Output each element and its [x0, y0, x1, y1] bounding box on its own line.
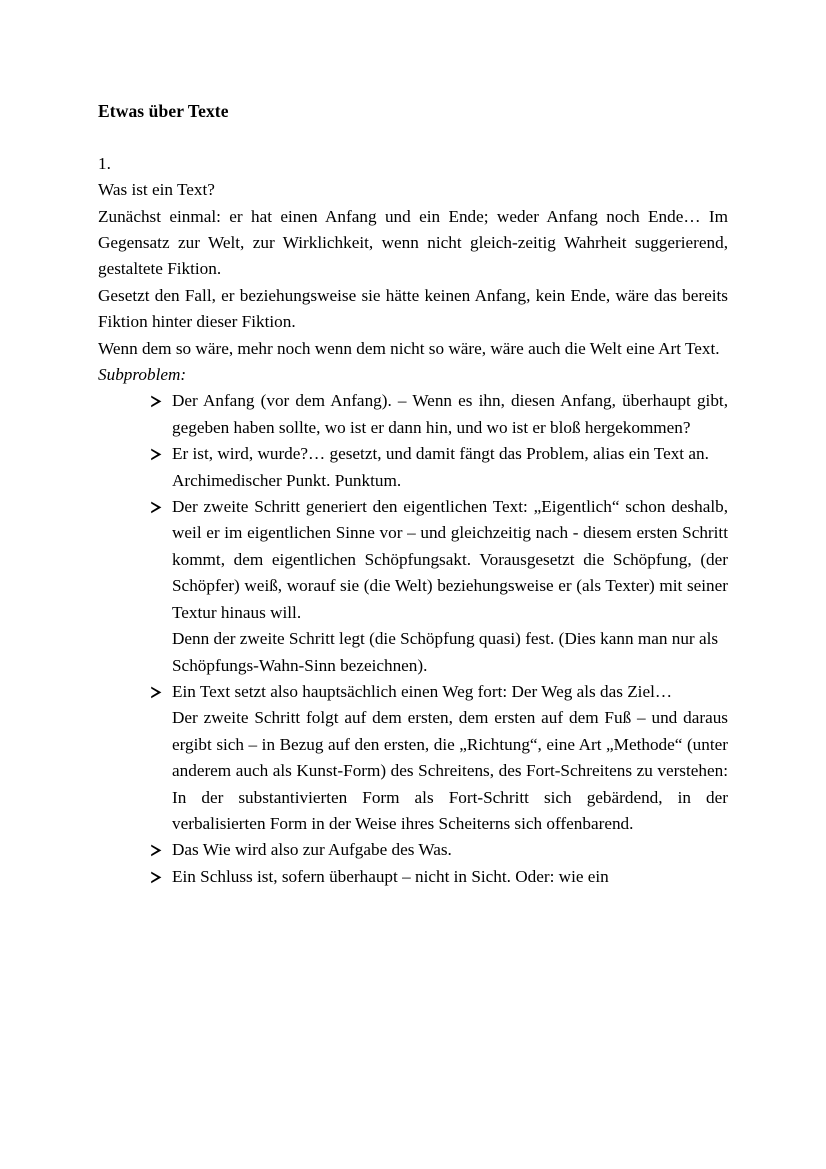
list-item	[98, 494, 728, 679]
arrowhead-bullet-icon	[150, 441, 166, 467]
arrowhead-bullet-icon	[150, 494, 166, 520]
list-item-followup: Der zweite Schritt folgt auf dem ersten, dem ersten auf dem Fuß – und daraus ergibt sich – in Bezug auf den ersten, die „Richtung“, eine Art „Methode“ (unter anderem auch als Kunst-Form) des Schreitens, des Fort-Schreitens zu verstehen: In der substantivierten Form als Fort-Schritt sich gebärdend, in der verbalisierten Form in der Weise ihres Scheiterns sich offenbarend.	[172, 708, 728, 833]
arrowhead-bullet-icon	[150, 864, 166, 890]
document-content	[98, 98, 728, 890]
paragraph-question: Was ist ein Text?	[98, 180, 215, 200]
bullet-list	[98, 388, 728, 890]
paragraph-2: Gesetzt den Fall, er beziehungsweise sie hätte keinen Anfang, kein Ende, wäre das bereits Fiktion hinter dieser Fiktion.	[98, 285, 728, 332]
list-item-text: Der zweite Schritt generiert den eigentlichen Text: „Eigentlich“ schon deshalb, weil er im eigentlichen Sinne vor – und gleichzeitig nach - diesem ersten Schritt kommt, dem eigentlichen Schöpfungsakt. Vorausgesetzt die Schöpfung, (der Schöpfer) weiß, worauf sie (die Welt) beziehungsweise er (als Texter) mit seiner Textur hinaus will.	[172, 497, 728, 622]
paragraph-3: Wenn dem so wäre, mehr noch wenn dem nicht so wäre, wäre auch die Welt eine Art Text.	[98, 338, 720, 358]
list-item-text: Der Anfang (vor dem Anfang). – Wenn es ihn, diesen Anfang, überhaupt gibt, gegeben haben sollte, wo ist er dann hin, und wo ist er bloß hergekommen?	[172, 391, 728, 437]
arrowhead-bullet-icon	[150, 837, 166, 863]
arrowhead-bullet-icon	[150, 679, 166, 705]
arrowhead-bullet-icon	[150, 388, 166, 414]
list-item-text: Ein Schluss ist, sofern überhaupt – nicht in Sicht. Oder: wie ein	[172, 866, 609, 886]
page-title: Etwas über Texte	[98, 101, 229, 121]
list-item-text: Er ist, wird, wurde?… gesetzt, und damit fängt das Problem, alias ein Text an.	[172, 444, 709, 464]
subheading-subproblem: Subproblem:	[98, 365, 187, 385]
list-item	[98, 441, 728, 494]
list-item-text: Ein Text setzt also hauptsächlich einen Weg fort: Der Weg als das Ziel…	[172, 681, 673, 701]
title-spacer	[98, 124, 728, 150]
list-item-followup: Denn der zweite Schritt legt (die Schöpfung quasi) fest. (Dies kann man nur als Schöpfungs-Wahn-Sinn bezeichnen).	[172, 629, 719, 675]
list-item	[98, 388, 728, 441]
list-item-text: Das Wie wird also zur Aufgabe des Was.	[172, 840, 452, 860]
list-item	[98, 679, 728, 837]
list-item-followup: Archimedischer Punkt. Punktum.	[172, 470, 402, 490]
paragraph-1: Zunächst einmal: er hat einen Anfang und ein Ende; weder Anfang noch Ende… Im Gegensatz zur Welt, zur Wirklichkeit, wenn nicht gleich-zeitig Wahrheit suggerierend, gestaltete Fiktion.	[98, 206, 728, 279]
list-item	[98, 837, 728, 863]
list-item	[98, 864, 728, 890]
section-number: 1.	[98, 153, 111, 173]
